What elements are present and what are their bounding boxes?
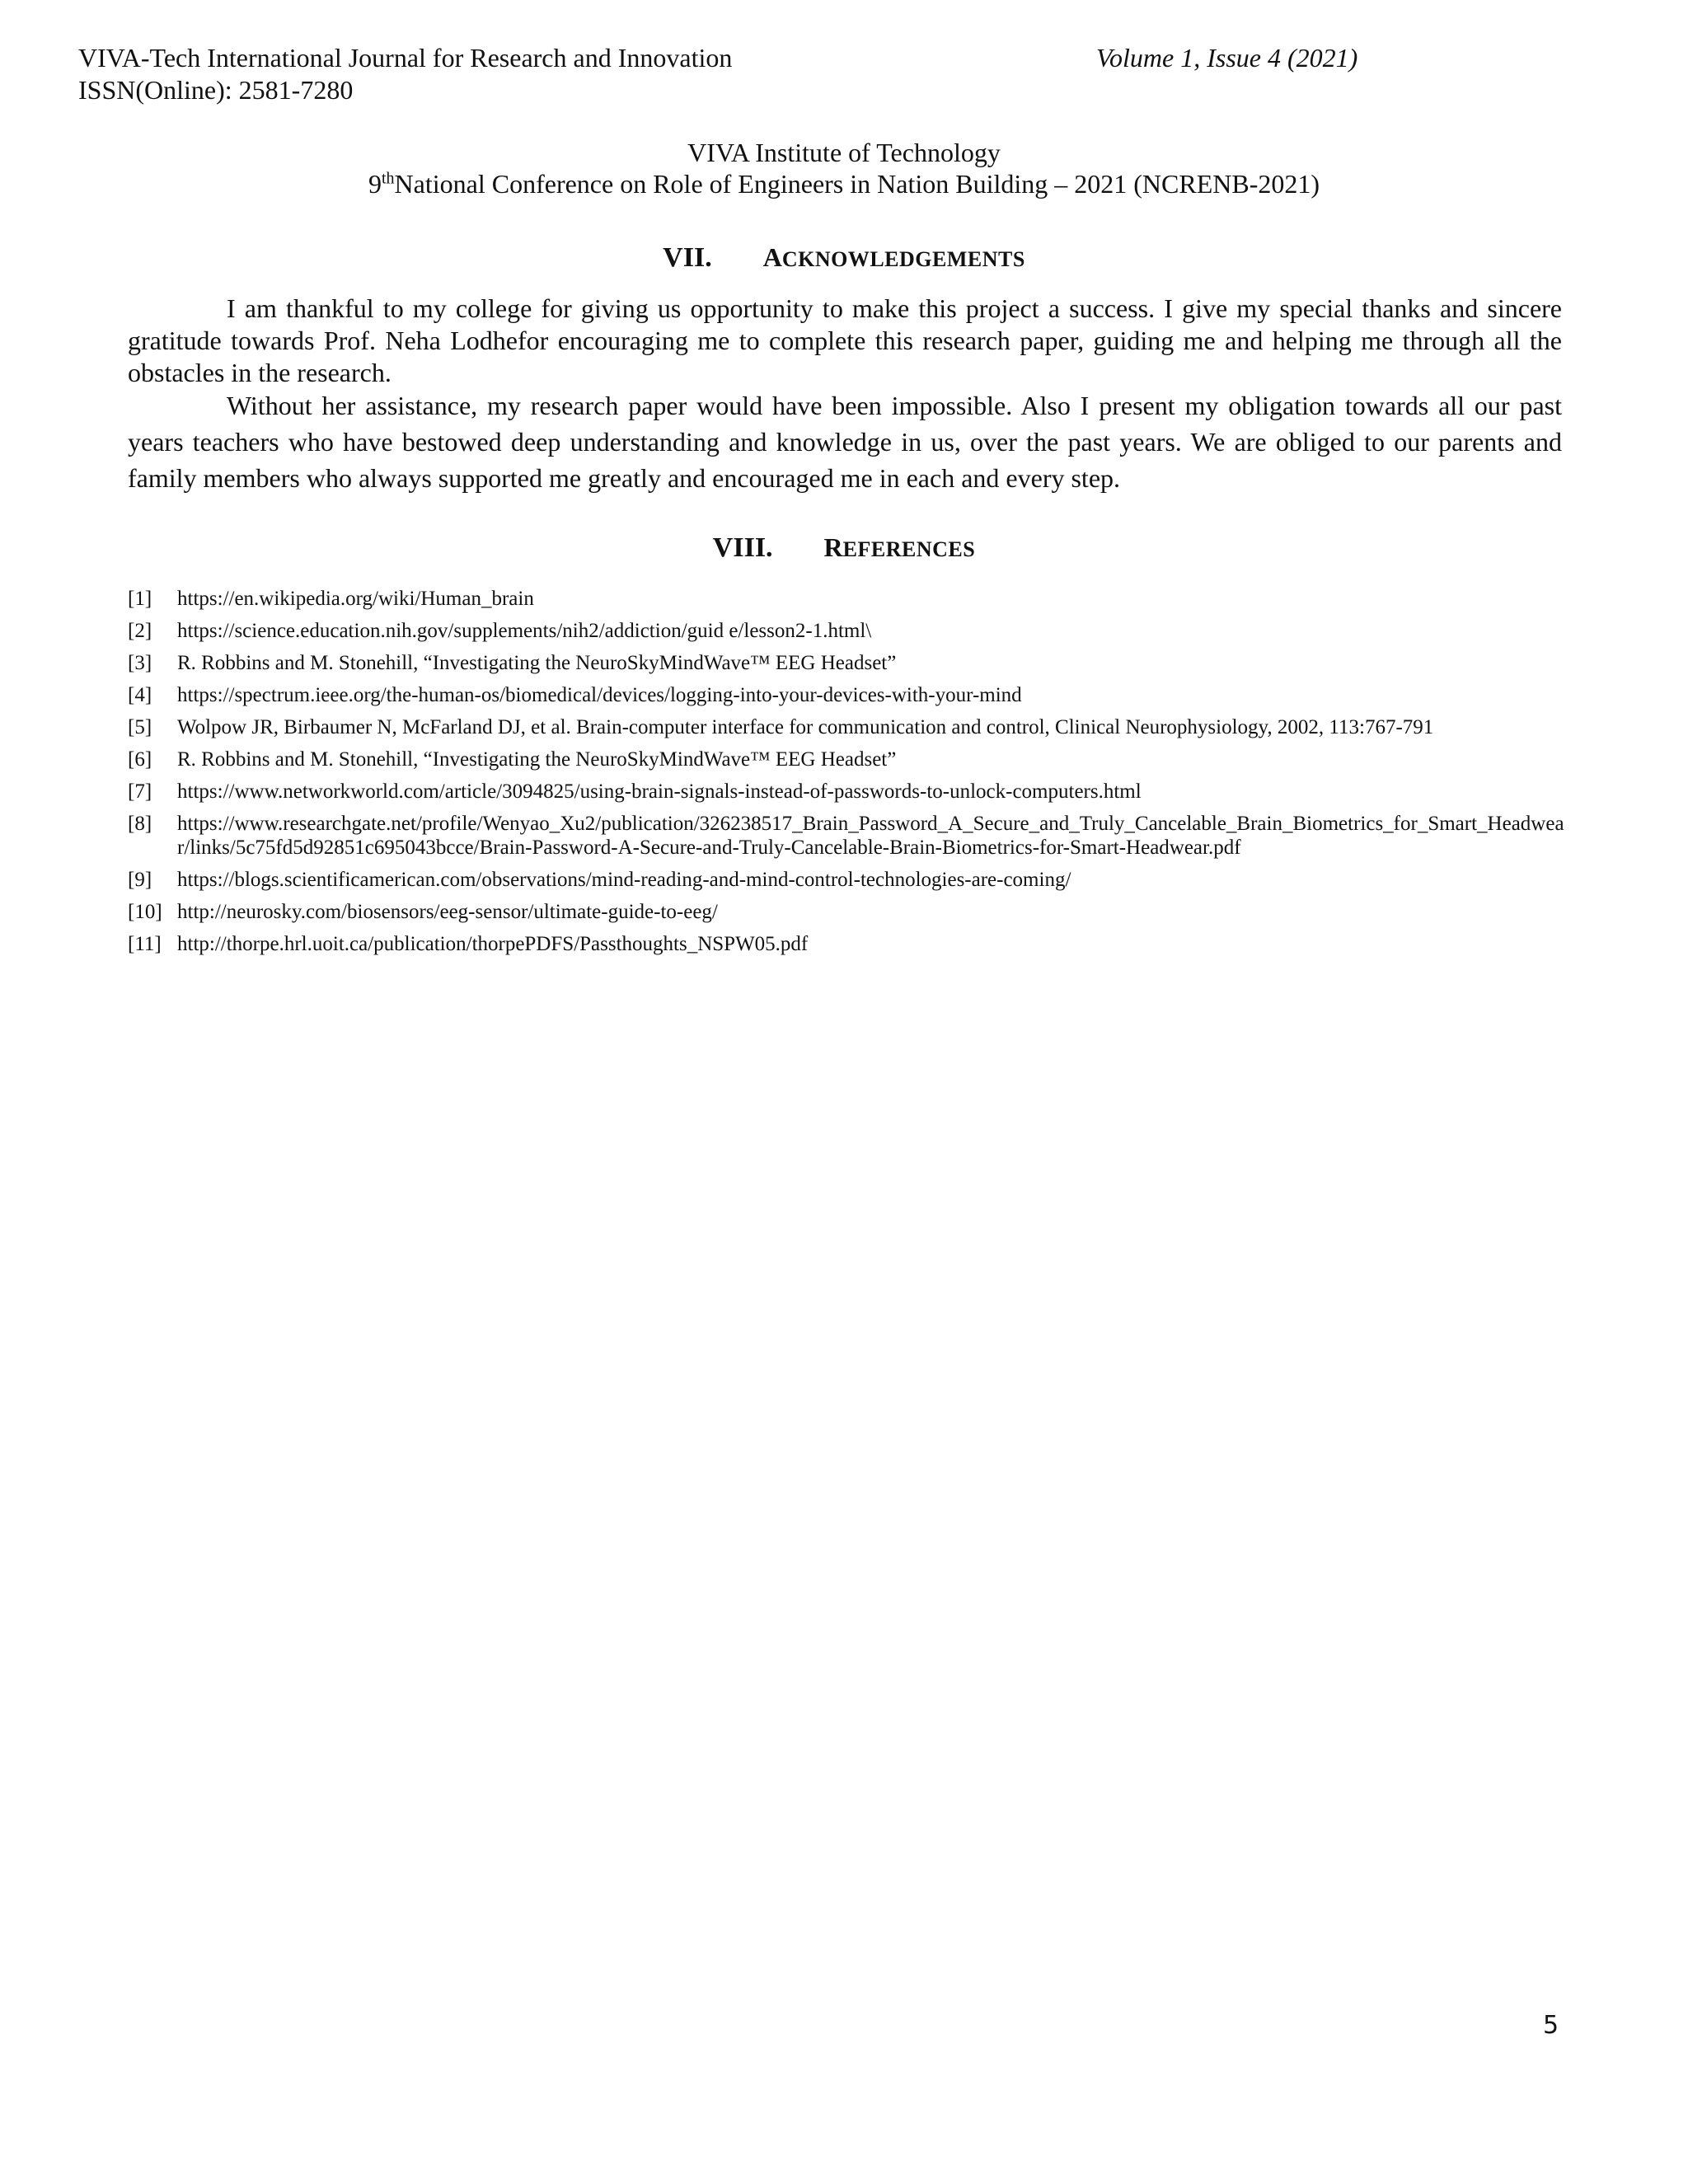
acknowledgements-heading [0,242,1688,274]
conference-block [0,137,1688,199]
reference-number: [4] [128,684,152,706]
reference-item [128,651,1566,675]
conference-title: National Conference on Role of Engineers in Nation Building – 2021 (NCRENB-2021) [394,169,1320,199]
conference-number: 9 [368,169,382,199]
reference-text: https://en.wikipedia.org/wiki/Human_brain [177,588,534,610]
reference-number: [5] [128,716,152,738]
reference-number: [9] [128,869,152,891]
reference-item [128,900,1566,924]
volume-issue: Volume 1, Issue 4 (2021) [1096,43,1358,73]
reference-number: [3] [128,652,152,674]
paragraph-text: Without her assistance, my research paper would have been impossible. Also I present my obligation towards all our past years teachers who have bestowed deep understanding and knowledge in us, over the past years. We are obliged to our parents and family members who always supported me greatly and encouraged me in each and every step. [128,391,1562,493]
reference-item [128,715,1566,739]
references-number: VIII. [712,532,773,563]
paragraph-text: I am thankful to my college for giving us opportunity to make this project a success. I give my special thanks and sincere gratitude towards Prof. Neha Lodhefor encouraging me to complete this research paper, guiding me and helping me through all the obstacles in the research. [128,293,1562,387]
references-heading [0,532,1688,564]
institute-name: VIVA Institute of Technology [687,138,1001,167]
reference-text: R. Robbins and M. Stonehill, “Investigating the NeuroSkyMindWave™ EEG Headset” [177,748,897,771]
acknowledgements-title-initial: A [762,242,782,272]
reference-number: [6] [128,748,152,771]
journal-title: VIVA-Tech International Journal for Research and Innovation [78,43,733,73]
acknowledgements-number: VII. [663,242,712,273]
reference-number: [1] [128,588,152,610]
reference-list [128,587,1566,964]
reference-item [128,748,1566,771]
reference-item [128,683,1566,707]
acknowledgements-paragraph-2 [128,387,1562,496]
reference-text: https://blogs.scientificamerican.com/observations/mind-reading-and-mind-control-technologies-are-coming/ [177,869,1071,891]
reference-text: http://neurosky.com/biosensors/eeg-sensor/ultimate-guide-to-eeg/ [177,901,718,923]
reference-number: [11] [128,933,162,955]
page-number: 5 [1543,2011,1559,2040]
reference-text: http://thorpe.hrl.uoit.ca/publication/thorpePDFS/Passthoughts_NSPW05.pdf [177,933,809,955]
reference-item [128,780,1566,804]
reference-item [128,932,1566,956]
reference-number: [8] [128,813,152,835]
conference-ordinal: th [381,169,395,188]
reference-text: https://spectrum.ieee.org/the-human-os/biomedical/devices/logging-into-your-devices-with-your-mind [177,684,1022,706]
reference-item [128,812,1566,860]
reference-item [128,868,1566,892]
reference-number: [7] [128,780,152,803]
reference-item [128,587,1566,611]
issn: ISSN(Online): 2581-7280 [78,75,354,105]
reference-text: https://science.education.nih.gov/supplements/nih2/addiction/guid e/lesson2-1.html\ [177,620,872,642]
conference-name [0,168,1688,199]
reference-text: https://www.researchgate.net/profile/Wenyao_Xu2/publication/326238517_Brain_Password_A_Secure_and_Truly_Cancelable_Brain_Biometrics_for_Smart_Headwear/links/5c75fd5d92851c695043bcce/Brain-Password-A-Secure-and-Truly-Cancelable-Brain-Biometrics-for-Smart-Headwear.pdf [177,813,1564,859]
reference-text: Wolpow JR, Birbaumer N, McFarland DJ, et al. Brain-computer interface for communication and control, Clinical Neurophysiology, 2002, 113:767-791 [177,716,1434,738]
acknowledgements-title-rest: CKNOWLEDGEMENTS [781,247,1025,271]
reference-text: R. Robbins and M. Stonehill, “Investigating the NeuroSkyMindWave™ EEG Headset” [177,652,897,674]
references-title-rest: EFERENCES [842,537,976,561]
reference-number: [10] [128,901,162,923]
references-title-initial: R [823,532,843,562]
acknowledgements-paragraph-1 [128,293,1562,389]
reference-number: [2] [128,620,152,642]
reference-item [128,619,1566,643]
reference-text: https://www.networkworld.com/article/3094825/using-brain-signals-instead-of-passwords-to-unlock-computers.html [177,780,1142,803]
